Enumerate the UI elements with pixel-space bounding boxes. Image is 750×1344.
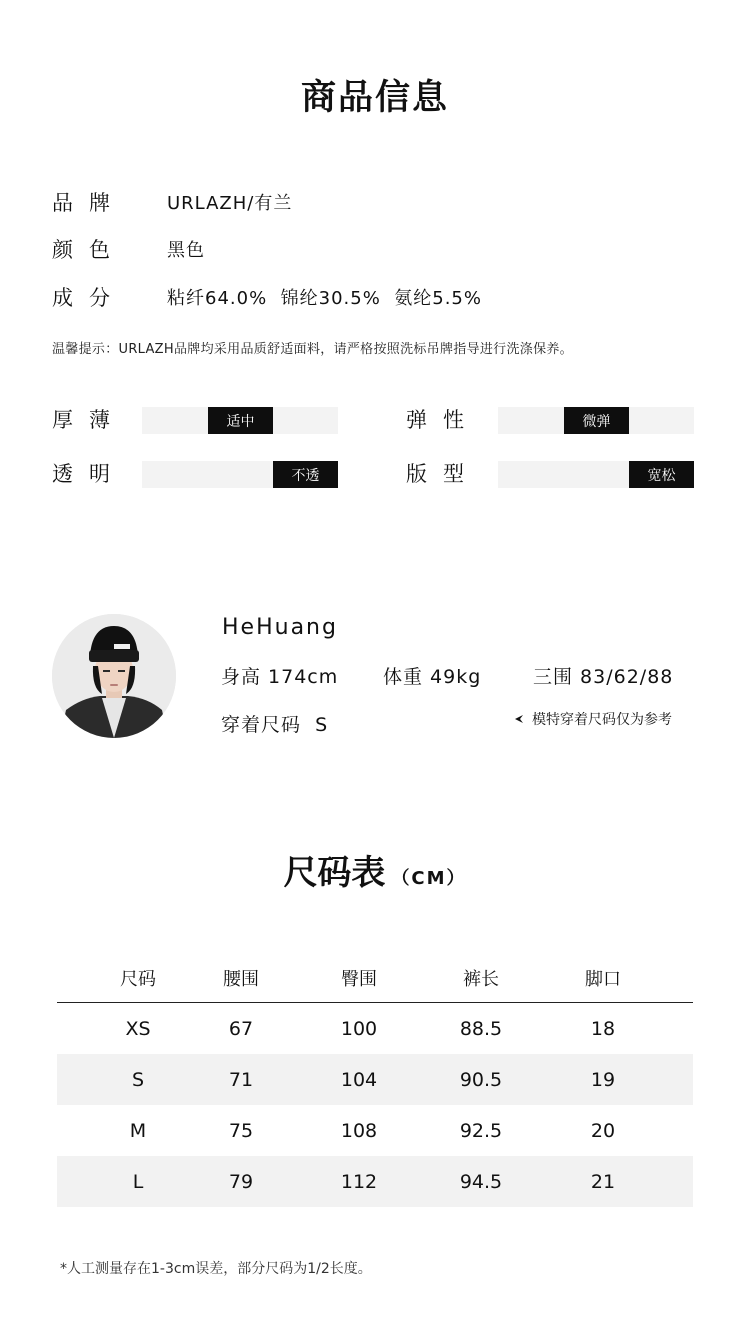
model-height: 身高 174cm [221, 666, 339, 688]
elasticity-bar [498, 407, 694, 434]
table-row [57, 1156, 693, 1207]
model-name: HeHuang [222, 615, 338, 640]
fit-indicator: 宽松 [629, 461, 694, 488]
table-row [57, 1054, 693, 1105]
cell-hip: 100 [340, 1017, 378, 1040]
cell-size: M [129, 1119, 147, 1142]
cell-length: 94.5 [459, 1170, 503, 1193]
cell-hip: 104 [340, 1068, 378, 1091]
model-size-worn: 穿着尺码 S [221, 714, 329, 736]
cell-length: 90.5 [459, 1068, 503, 1091]
cell-size: XS [125, 1017, 151, 1040]
cell-hem: 21 [590, 1170, 616, 1193]
model-weight: 体重 49kg [383, 666, 482, 688]
cell-waist: 71 [228, 1068, 254, 1091]
care-tip: 温馨提示：URLAZH品牌均采用品质舒适面料，请严格按照洗标吊牌指导进行洗涤保养。 [52, 342, 573, 357]
size-chart-title-text: 尺码表 [283, 853, 386, 893]
material-value: 粘纤64.0% 锦纶30.5% 氨纶5.5% [167, 288, 482, 309]
cell-hem: 20 [590, 1119, 616, 1142]
cell-waist: 67 [228, 1017, 254, 1040]
measurement-footnote: *人工测量存在1-3cm误差，部分尺码为1/2长度。 [60, 1261, 372, 1277]
cell-hem: 18 [590, 1017, 616, 1040]
header-size: 尺码 [120, 969, 156, 990]
model-measurements: 三围 83/62/88 [533, 666, 674, 688]
size-chart-unit: （CM） [391, 868, 467, 889]
brand-value: URLAZH/有兰 [167, 193, 293, 214]
thickness-indicator: 适中 [208, 407, 273, 434]
fit-label: 版型 [406, 462, 480, 486]
size-table-header [57, 954, 693, 1003]
header-length: 裤长 [463, 969, 499, 990]
cell-hem: 19 [590, 1068, 616, 1091]
cell-hip: 108 [340, 1119, 378, 1142]
table-row [57, 1003, 693, 1054]
brand-row [52, 187, 292, 217]
material-row [52, 282, 482, 312]
brand-label: 品牌 [52, 191, 126, 215]
model-note-text: 模特穿着尺码仅为参考 [532, 712, 672, 728]
triangle-left-icon [514, 714, 524, 724]
cell-size: L [132, 1170, 144, 1193]
header-hip: 臀围 [341, 969, 377, 990]
cell-length: 92.5 [459, 1119, 503, 1142]
transparency-label: 透明 [52, 462, 126, 486]
transparency-bar [142, 461, 338, 488]
transparency-indicator: 不透 [273, 461, 338, 488]
material-label: 成分 [52, 286, 126, 310]
color-row [52, 234, 205, 264]
thickness-bar [142, 407, 338, 434]
page-title: 商品信息 [300, 78, 449, 118]
elasticity-indicator: 微弹 [564, 407, 629, 434]
cell-waist: 75 [228, 1119, 254, 1142]
color-value: 黑色 [167, 240, 205, 261]
fit-bar [498, 461, 694, 488]
cell-hip: 112 [340, 1170, 378, 1193]
table-row [57, 1105, 693, 1156]
cell-size: S [131, 1068, 145, 1091]
header-waist: 腰围 [223, 969, 259, 990]
model-avatar [52, 614, 176, 738]
cell-waist: 79 [228, 1170, 254, 1193]
model-note [514, 709, 672, 729]
color-label: 颜色 [52, 238, 126, 262]
header-hem: 脚口 [585, 969, 621, 990]
size-chart-title [0, 845, 750, 894]
thickness-label: 厚薄 [52, 408, 126, 432]
cell-length: 88.5 [459, 1017, 503, 1040]
elasticity-label: 弹性 [406, 408, 480, 432]
size-table [57, 954, 693, 1207]
